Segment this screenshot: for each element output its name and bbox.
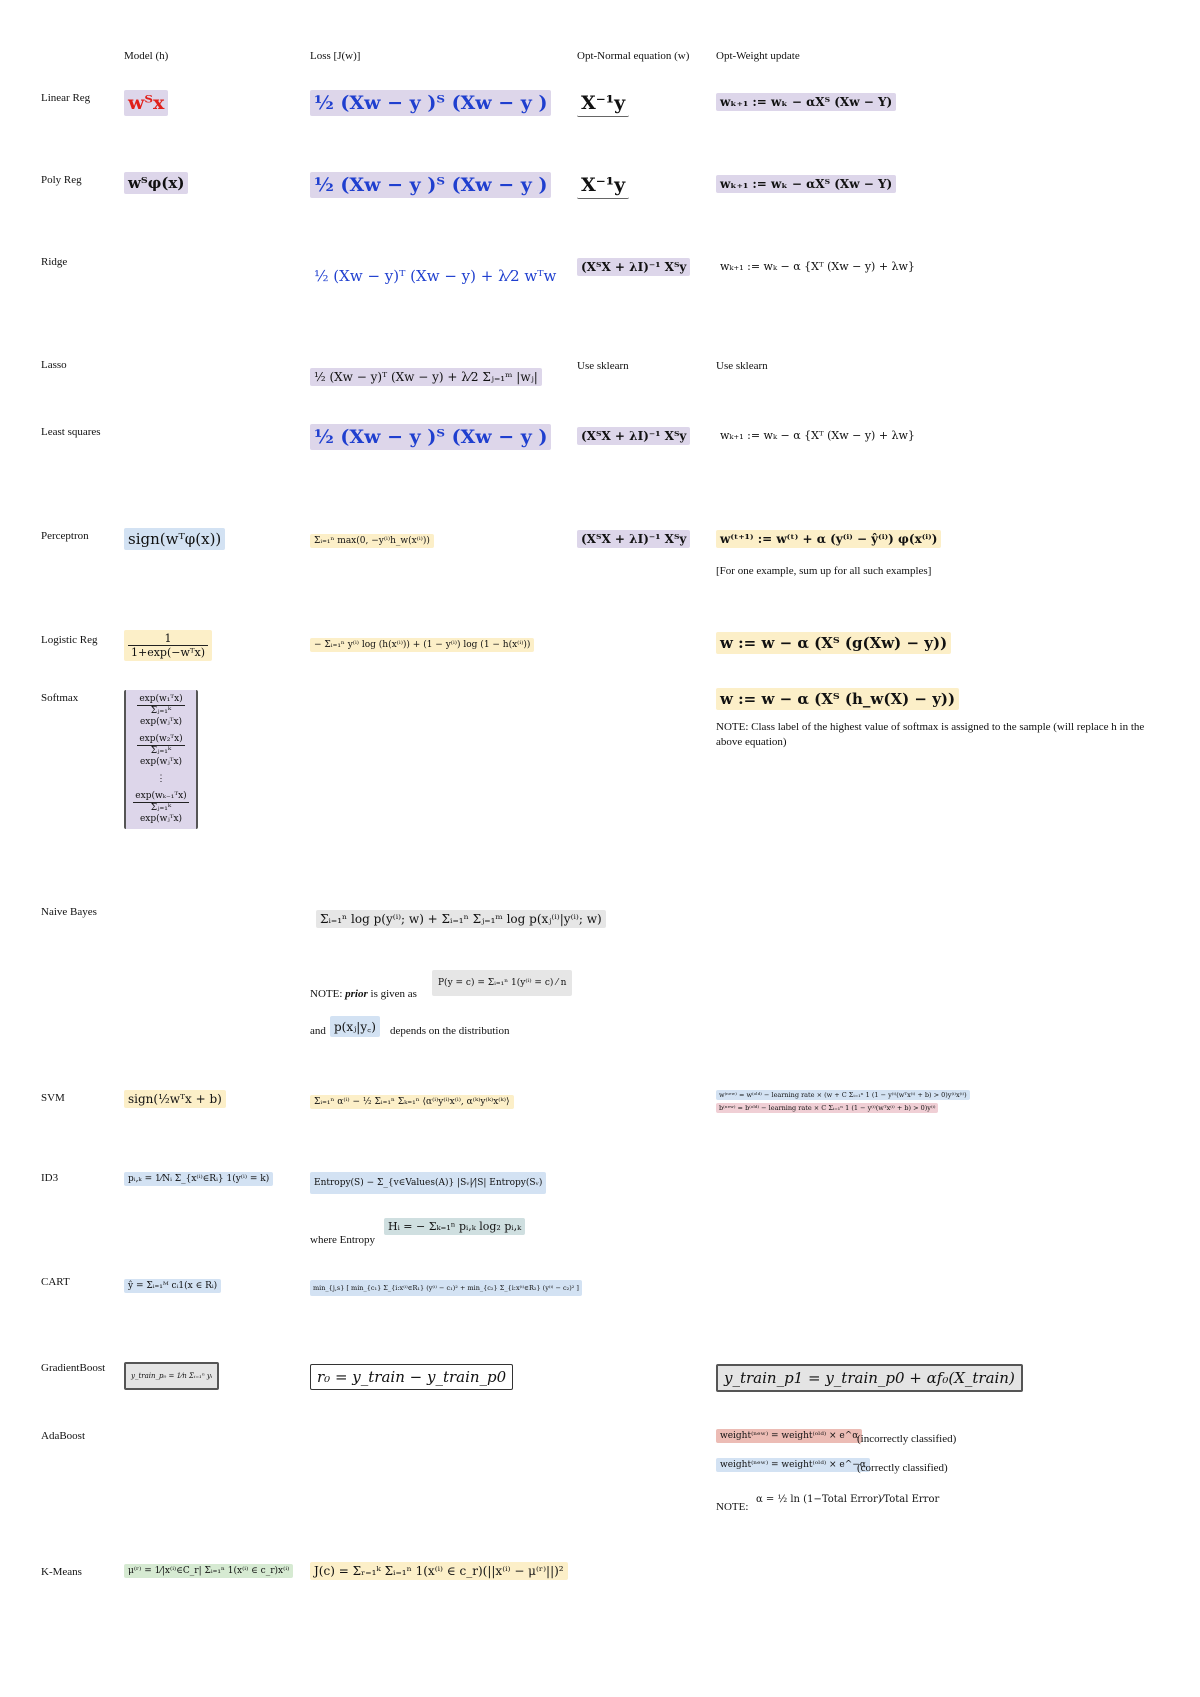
row-label-naive-bayes: Naive Bayes (41, 906, 97, 918)
row-label-logistic-reg: Logistic Reg (41, 634, 98, 646)
svm-model-formula: sign(½wᵀx + b) (124, 1090, 226, 1108)
svm-update-w-formula: w⁽ⁿᵉʷ⁾ = w⁽ᵒˡᵈ⁾ − learning rate × (w + C Σᵢ₌₁ⁿ 1 (1 − y⁽ⁱ⁾(wᵀx⁽ⁱ⁾ + b) > 0)y⁽ⁱ⁾x⁽ⁱ⁾) (716, 1090, 970, 1100)
id3-entropy-text: where Entropy (310, 1234, 376, 1246)
ridge-update-formula: wₖ₊₁ := wₖ − α {Xᵀ (Xw − y) + λw} (720, 260, 915, 273)
lasso-normal-text: Use sklearn (577, 360, 629, 372)
id3-loss-formula: Entropy(S) − Σ_{v∈Values(A)} |Sᵥ|⁄|S| Entropy(Sᵥ) (310, 1172, 546, 1194)
softmax-model-dots: ⋮ (156, 774, 166, 784)
row-label-lasso: Lasso (41, 359, 67, 371)
least-loss-formula: ½ (Xw − y )ᵀ (Xw − y ) (310, 424, 551, 450)
gradientboost-update-formula: y_train_p1 = y_train_p0 + αf₀(X_train) (716, 1364, 1023, 1392)
gradientboost-loss-formula: r₀ = y_train − y_train_p0 (310, 1364, 513, 1390)
poly-loss-formula: ½ (Xw − y )ᵀ (Xw − y ) (310, 172, 551, 198)
least-normal-formula: (XᵀX + λI)⁻¹ Xᵀy (577, 427, 690, 445)
linear-loss-formula: ½ (Xw − y )ᵀ (Xw − y ) (310, 90, 551, 116)
naive-prior-formula: P(y = c) = Σᵢ₌₁ⁿ 1(y⁽ⁱ⁾ = c) ⁄ n (432, 970, 572, 996)
perceptron-model-formula: sign(wᵀφ(x)) (124, 528, 225, 550)
cart-loss-formula: min_{j,s} [ min_{c₁} Σ_{i:x⁽ⁱ⁾∈R₁} (y⁽ⁱ⁾ − c₁)² + min_{c₂} Σ_{i:x⁽ⁱ⁾∈R₂} (y⁽ⁱ⁾ − c₂)² ] (310, 1280, 582, 1296)
poly-normal-formula: X⁻¹y (577, 172, 629, 199)
row-label-gradientboost: GradientBoost (41, 1362, 106, 1374)
lasso-update-text: Use sklearn (716, 360, 768, 372)
softmax-model-term-2-den: Σⱼ₌₁ᵏ exp(wⱼᵀx) (139, 746, 183, 767)
row-label-poly-reg: Poly Reg (41, 174, 82, 186)
perceptron-loss-formula: Σᵢ₌₁ⁿ max(0, −y⁽ⁱ⁾h_w(x⁽ⁱ⁾)) (310, 534, 434, 548)
header-weight-update: Opt-Weight update (716, 50, 800, 62)
softmax-model-term-3-num: exp(wₖ₋₁ᵀx) (135, 791, 187, 801)
naive-distribution-text: depends on the distribution (390, 1025, 510, 1037)
naive-prior-note: NOTE: prior is given as (310, 988, 417, 1000)
row-label-kmeans: K-Means (41, 1566, 82, 1578)
softmax-model-term-2-num: exp(w₂ᵀx) (139, 734, 183, 744)
linear-model-formula: wᵀx (124, 90, 168, 116)
id3-entropy-formula: Hᵢ = − Σₖ₌₁ⁿ pᵢ,ₖ log₂ pᵢ,ₖ (384, 1218, 525, 1235)
naive-distribution-formula: p(xⱼ|y꜀) (330, 1016, 380, 1037)
softmax-note: NOTE: Class label of the highest value of softmax is assigned to the sample (will replace h in the above equation) (716, 721, 1145, 748)
least-update-formula: wₖ₊₁ := wₖ − α {Xᵀ (Xw − y) + λw} (720, 429, 915, 442)
softmax-model-term-1-num: exp(w₁ᵀx) (139, 694, 183, 704)
row-label-linear-reg: Linear Reg (41, 92, 91, 104)
naive-loss-formula: Σᵢ₌₁ⁿ log p(y⁽ⁱ⁾; w) + Σᵢ₌₁ⁿ Σⱼ₌₁ᵐ log p(xⱼ⁽ⁱ⁾|y⁽ⁱ⁾; w) (316, 910, 606, 928)
gradientboost-model-formula: y_train_p₀ = 1⁄n Σᵢ₌₁ⁿ yᵢ (124, 1362, 219, 1390)
row-label-id3: ID3 (41, 1172, 59, 1184)
row-label-least-squares: Least squares (41, 426, 101, 438)
logistic-model-denominator: 1+exp(−wᵀx) (131, 646, 206, 659)
linear-update-formula: wₖ₊₁ := wₖ − αXᵀ (Xw − Y) (716, 93, 896, 111)
kmeans-loss-formula: J(c) = Σᵣ₌₁ᵏ Σᵢ₌₁ⁿ 1(x⁽ⁱ⁾ ∈ c_r)(||x⁽ⁱ⁾ − μ⁽ʳ⁾||)² (310, 1562, 568, 1580)
row-label-adaboost: AdaBoost (41, 1430, 85, 1442)
id3-model-formula: pᵢ,ₖ = 1⁄Nᵢ Σ_{x⁽ⁱ⁾∈Rᵢ} 1(y⁽ⁱ⁾ = k) (124, 1172, 273, 1186)
row-label-ridge: Ridge (41, 256, 68, 268)
logistic-loss-formula: − Σᵢ₌₁ⁿ y⁽ⁱ⁾ log (h(x⁽ⁱ⁾)) + (1 − y⁽ⁱ⁾) log (1 − h(x⁽ⁱ⁾)) (310, 638, 534, 652)
adaboost-correct-formula: weight⁽ⁿᵉʷ⁾ = weight⁽ᵒˡᵈ⁾ × e^−α (716, 1458, 870, 1472)
header-model: Model (h) (124, 50, 169, 62)
row-label-softmax: Softmax (41, 692, 79, 704)
lasso-loss-formula: ½ (Xw − y)ᵀ (Xw − y) + λ⁄2 Σⱼ₌₁ᵐ |wⱼ| (310, 368, 542, 386)
poly-update-formula: wₖ₊₁ := wₖ − αXᵀ (Xw − Y) (716, 175, 896, 193)
adaboost-note-label: NOTE: (716, 1501, 749, 1513)
logistic-model-numerator: 1 (128, 632, 208, 646)
softmax-model-vector (124, 690, 198, 829)
adaboost-incorrect-formula: weight⁽ⁿᵉʷ⁾ = weight⁽ᵒˡᵈ⁾ × e^α (716, 1429, 862, 1443)
softmax-model-term-3-den: Σⱼ₌₁ᵏ exp(wⱼᵀx) (139, 803, 183, 824)
perceptron-normal-formula: (XᵀX + λI)⁻¹ Xᵀy (577, 530, 690, 548)
logistic-update-formula: w := w − α (Xᵀ (g(Xw) − y)) (716, 632, 951, 654)
softmax-update-formula: w := w − α (Xᵀ (h_w(X) − y)) (716, 688, 959, 710)
svm-update-b-formula: b⁽ⁿᵉʷ⁾ = b⁽ᵒˡᵈ⁾ − learning rate × C Σᵢ₌₁ⁿ 1 (1 − y⁽ⁱ⁾(wᵀx⁽ⁱ⁾ + b) > 0)y⁽ⁱ⁾ (716, 1103, 938, 1113)
perceptron-update-formula: w⁽ᵗ⁺¹⁾ := w⁽ᵗ⁾ + α (y⁽ⁱ⁾ − ŷ⁽ⁱ⁾) φ(x⁽ⁱ⁾) (716, 530, 941, 548)
naive-and-text: and (310, 1025, 326, 1037)
poly-model-formula: wᵀφ(x) (124, 172, 188, 194)
row-label-cart: CART (41, 1276, 70, 1288)
svm-loss-formula: Σᵢ₌₁ⁿ α⁽ⁱ⁾ − ½ Σᵢ₌₁ⁿ Σₖ₌₁ⁿ ⟨α⁽ⁱ⁾y⁽ⁱ⁾x⁽ⁱ⁾, α⁽ᵏ⁾y⁽ᵏ⁾x⁽ᵏ⁾⟩ (310, 1095, 514, 1109)
adaboost-alpha-formula: α = ½ ln (1−Total Error)⁄Total Error (756, 1494, 940, 1505)
header-loss: Loss [J(w)] (310, 50, 361, 62)
naive-prior-word: prior (345, 988, 368, 1000)
adaboost-correct-text: (correctly classified) (857, 1462, 948, 1474)
ridge-normal-formula: (XᵀX + λI)⁻¹ Xᵀy (577, 258, 690, 276)
header-normal-equation: Opt-Normal equation (w) (577, 50, 690, 62)
perceptron-note: [For one example, sum up for all such examples] (716, 565, 932, 577)
row-label-svm: SVM (41, 1092, 65, 1104)
kmeans-model-formula: μ⁽ʳ⁾ = 1⁄|x⁽ⁱ⁾∈C_r| Σᵢ₌₁ⁿ 1(x⁽ⁱ⁾ ∈ c_r)x⁽ⁱ⁾ (124, 1564, 293, 1578)
ridge-loss-formula: ½ (Xw − y)ᵀ (Xw − y) + λ⁄2 wᵀw (314, 267, 557, 285)
row-label-perceptron: Perceptron (41, 530, 89, 542)
linear-normal-formula: X⁻¹y (577, 90, 629, 117)
cart-model-formula: ŷ = Σᵢ₌₁ᴹ cᵢ1(x ∈ Rᵢ) (124, 1279, 221, 1293)
softmax-model-term-1-den: Σⱼ₌₁ᵏ exp(wⱼᵀx) (139, 706, 183, 727)
adaboost-incorrect-text: (incorrectly classified) (857, 1433, 957, 1445)
logistic-model-formula (124, 630, 212, 661)
